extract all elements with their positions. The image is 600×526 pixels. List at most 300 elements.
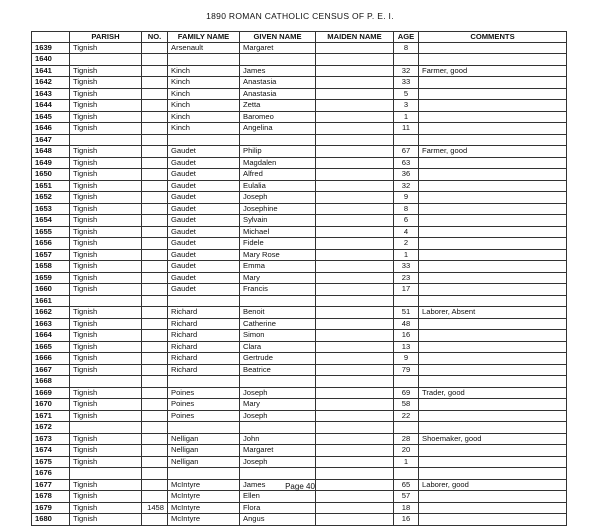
row-number: 1679 [32, 502, 70, 514]
comments-cell [419, 215, 567, 227]
maiden-name-cell [316, 284, 394, 296]
row-number: 1649 [32, 157, 70, 169]
no-cell [142, 203, 168, 215]
age-cell: 65 [394, 479, 419, 491]
maiden-name-cell [316, 376, 394, 388]
table-row [32, 387, 567, 399]
age-cell: 51 [394, 307, 419, 319]
comments-cell [419, 422, 567, 434]
comments-cell [419, 134, 567, 146]
comments-cell: Farmer, good [419, 65, 567, 77]
no-cell [142, 180, 168, 192]
parish-cell: Tignish [70, 215, 142, 227]
maiden-name-cell [316, 433, 394, 445]
age-cell: 20 [394, 445, 419, 457]
table-row [32, 491, 567, 503]
row-number: 1643 [32, 88, 70, 100]
parish-cell: Tignish [70, 353, 142, 365]
comments-cell: Laborer, Absent [419, 307, 567, 319]
age-cell: 16 [394, 330, 419, 342]
parish-cell [70, 134, 142, 146]
header-rownum [32, 32, 70, 43]
maiden-name-cell [316, 445, 394, 457]
maiden-name-cell [316, 88, 394, 100]
family-name-cell: Richard [168, 341, 240, 353]
parish-cell: Tignish [70, 123, 142, 135]
no-cell [142, 433, 168, 445]
maiden-name-cell [316, 123, 394, 135]
row-number: 1673 [32, 433, 70, 445]
table-row [32, 215, 567, 227]
census-table [31, 31, 567, 526]
row-number: 1642 [32, 77, 70, 89]
age-cell: 32 [394, 180, 419, 192]
row-number: 1678 [32, 491, 70, 503]
age-cell: 17 [394, 284, 419, 296]
row-number: 1661 [32, 295, 70, 307]
census-table-body [32, 42, 567, 525]
maiden-name-cell [316, 134, 394, 146]
given-name-cell: Joseph [240, 456, 316, 468]
maiden-name-cell [316, 330, 394, 342]
no-cell [142, 445, 168, 457]
comments-cell [419, 272, 567, 284]
maiden-name-cell [316, 272, 394, 284]
parish-cell: Tignish [70, 456, 142, 468]
parish-cell [70, 295, 142, 307]
header-maiden-name: MAIDEN NAME [316, 32, 394, 43]
given-name-cell: Gertrude [240, 353, 316, 365]
no-cell [142, 514, 168, 526]
table-row [32, 226, 567, 238]
age-cell: 32 [394, 65, 419, 77]
table-row [32, 65, 567, 77]
comments-cell [419, 180, 567, 192]
family-name-cell: Richard [168, 353, 240, 365]
comments-cell [419, 295, 567, 307]
table-row [32, 307, 567, 319]
row-number: 1662 [32, 307, 70, 319]
parish-cell [70, 376, 142, 388]
age-cell: 1 [394, 249, 419, 261]
parish-cell: Tignish [70, 502, 142, 514]
given-name-cell: Anastasia [240, 88, 316, 100]
no-cell [142, 65, 168, 77]
header-no: NO. [142, 32, 168, 43]
no-cell [142, 284, 168, 296]
family-name-cell [168, 422, 240, 434]
family-name-cell: Arsenault [168, 42, 240, 54]
family-name-cell [168, 134, 240, 146]
row-number: 1664 [32, 330, 70, 342]
age-cell: 11 [394, 123, 419, 135]
row-number: 1648 [32, 146, 70, 158]
parish-cell: Tignish [70, 77, 142, 89]
table-row [32, 514, 567, 526]
comments-cell [419, 502, 567, 514]
maiden-name-cell [316, 341, 394, 353]
row-number: 1650 [32, 169, 70, 181]
comments-cell [419, 157, 567, 169]
age-cell: 3 [394, 100, 419, 112]
header-age: AGE [394, 32, 419, 43]
comments-cell [419, 226, 567, 238]
family-name-cell [168, 54, 240, 66]
maiden-name-cell [316, 226, 394, 238]
row-number: 1672 [32, 422, 70, 434]
given-name-cell: Francis [240, 284, 316, 296]
no-cell [142, 146, 168, 158]
given-name-cell: Zetta [240, 100, 316, 112]
family-name-cell: Kinch [168, 88, 240, 100]
table-row [32, 134, 567, 146]
maiden-name-cell [316, 180, 394, 192]
family-name-cell: Gaudet [168, 215, 240, 227]
given-name-cell: Michael [240, 226, 316, 238]
parish-cell: Tignish [70, 180, 142, 192]
maiden-name-cell [316, 295, 394, 307]
parish-cell: Tignish [70, 249, 142, 261]
given-name-cell [240, 134, 316, 146]
family-name-cell: Gaudet [168, 192, 240, 204]
parish-cell: Tignish [70, 445, 142, 457]
no-cell [142, 387, 168, 399]
age-cell [394, 134, 419, 146]
maiden-name-cell [316, 261, 394, 273]
no-cell [142, 468, 168, 480]
family-name-cell: Richard [168, 307, 240, 319]
maiden-name-cell [316, 54, 394, 66]
parish-cell [70, 422, 142, 434]
parish-cell: Tignish [70, 146, 142, 158]
row-number: 1658 [32, 261, 70, 273]
maiden-name-cell [316, 410, 394, 422]
no-cell [142, 215, 168, 227]
table-row [32, 376, 567, 388]
given-name-cell: Simon [240, 330, 316, 342]
family-name-cell: Richard [168, 318, 240, 330]
age-cell: 5 [394, 88, 419, 100]
no-cell [142, 54, 168, 66]
given-name-cell: Beatrice [240, 364, 316, 376]
maiden-name-cell [316, 502, 394, 514]
row-number: 1645 [32, 111, 70, 123]
family-name-cell: Gaudet [168, 169, 240, 181]
family-name-cell: McIntyre [168, 479, 240, 491]
maiden-name-cell [316, 157, 394, 169]
comments-cell [419, 42, 567, 54]
maiden-name-cell [316, 399, 394, 411]
maiden-name-cell [316, 192, 394, 204]
given-name-cell: Margaret [240, 445, 316, 457]
parish-cell: Tignish [70, 157, 142, 169]
comments-cell [419, 100, 567, 112]
parish-cell: Tignish [70, 479, 142, 491]
comments-cell [419, 341, 567, 353]
maiden-name-cell [316, 491, 394, 503]
given-name-cell: Flora [240, 502, 316, 514]
row-number: 1674 [32, 445, 70, 457]
age-cell: 63 [394, 157, 419, 169]
parish-cell: Tignish [70, 341, 142, 353]
parish-cell: Tignish [70, 284, 142, 296]
comments-cell [419, 54, 567, 66]
given-name-cell: Magdalen [240, 157, 316, 169]
table-row [32, 88, 567, 100]
row-number: 1657 [32, 249, 70, 261]
no-cell [142, 134, 168, 146]
row-number: 1656 [32, 238, 70, 250]
age-cell: 2 [394, 238, 419, 250]
age-cell: 9 [394, 192, 419, 204]
given-name-cell: James [240, 479, 316, 491]
row-number: 1668 [32, 376, 70, 388]
maiden-name-cell [316, 111, 394, 123]
comments-cell [419, 468, 567, 480]
parish-cell: Tignish [70, 410, 142, 422]
parish-cell: Tignish [70, 203, 142, 215]
row-number: 1654 [32, 215, 70, 227]
age-cell: 16 [394, 514, 419, 526]
comments-cell [419, 330, 567, 342]
no-cell [142, 410, 168, 422]
maiden-name-cell [316, 249, 394, 261]
header-comments: COMMENTS [419, 32, 567, 43]
given-name-cell: Joseph [240, 387, 316, 399]
family-name-cell: McIntyre [168, 502, 240, 514]
given-name-cell: Philip [240, 146, 316, 158]
family-name-cell: Gaudet [168, 146, 240, 158]
parish-cell: Tignish [70, 364, 142, 376]
family-name-cell: Gaudet [168, 157, 240, 169]
no-cell [142, 341, 168, 353]
maiden-name-cell [316, 42, 394, 54]
parish-cell: Tignish [70, 261, 142, 273]
given-name-cell: Benoit [240, 307, 316, 319]
family-name-cell: Poines [168, 387, 240, 399]
age-cell: 67 [394, 146, 419, 158]
table-header-row [32, 32, 567, 43]
comments-cell: Trader, good [419, 387, 567, 399]
given-name-cell: Sylvain [240, 215, 316, 227]
table-row [32, 318, 567, 330]
no-cell [142, 100, 168, 112]
table-row [32, 272, 567, 284]
header-given-name: GIVEN NAME [240, 32, 316, 43]
family-name-cell: Kinch [168, 65, 240, 77]
row-number: 1665 [32, 341, 70, 353]
family-name-cell: McIntyre [168, 491, 240, 503]
comments-cell [419, 88, 567, 100]
comments-cell [419, 123, 567, 135]
no-cell [142, 353, 168, 365]
maiden-name-cell [316, 146, 394, 158]
header-parish: PARISH [70, 32, 142, 43]
age-cell: 79 [394, 364, 419, 376]
family-name-cell: Gaudet [168, 249, 240, 261]
given-name-cell [240, 468, 316, 480]
family-name-cell: Poines [168, 410, 240, 422]
table-row [32, 111, 567, 123]
age-cell: 13 [394, 341, 419, 353]
table-row [32, 410, 567, 422]
row-number: 1651 [32, 180, 70, 192]
table-row [32, 468, 567, 480]
row-number: 1666 [32, 353, 70, 365]
no-cell [142, 456, 168, 468]
age-cell: 23 [394, 272, 419, 284]
table-row [32, 42, 567, 54]
row-number: 1639 [32, 42, 70, 54]
given-name-cell: Emma [240, 261, 316, 273]
comments-cell [419, 111, 567, 123]
maiden-name-cell [316, 422, 394, 434]
no-cell [142, 272, 168, 284]
row-number: 1667 [32, 364, 70, 376]
age-cell: 69 [394, 387, 419, 399]
comments-cell: Laborer, good [419, 479, 567, 491]
maiden-name-cell [316, 203, 394, 215]
no-cell [142, 318, 168, 330]
comments-cell [419, 77, 567, 89]
table-row [32, 180, 567, 192]
family-name-cell [168, 468, 240, 480]
given-name-cell: James [240, 65, 316, 77]
no-cell [142, 123, 168, 135]
table-row [32, 284, 567, 296]
given-name-cell: Fidele [240, 238, 316, 250]
table-row [32, 433, 567, 445]
row-number: 1663 [32, 318, 70, 330]
comments-cell [419, 353, 567, 365]
table-row [32, 157, 567, 169]
no-cell [142, 364, 168, 376]
family-name-cell: Nelligan [168, 456, 240, 468]
age-cell: 4 [394, 226, 419, 238]
given-name-cell: Catherine [240, 318, 316, 330]
comments-cell [419, 318, 567, 330]
row-number: 1652 [32, 192, 70, 204]
family-name-cell: Poines [168, 399, 240, 411]
parish-cell: Tignish [70, 514, 142, 526]
parish-cell: Tignish [70, 238, 142, 250]
maiden-name-cell [316, 514, 394, 526]
table-row [32, 364, 567, 376]
family-name-cell: Gaudet [168, 272, 240, 284]
given-name-cell: Eulalia [240, 180, 316, 192]
parish-cell: Tignish [70, 318, 142, 330]
table-row [32, 330, 567, 342]
row-number: 1640 [32, 54, 70, 66]
family-name-cell: Richard [168, 330, 240, 342]
row-number: 1641 [32, 65, 70, 77]
row-number: 1671 [32, 410, 70, 422]
given-name-cell: Joseph [240, 410, 316, 422]
given-name-cell: Mary [240, 272, 316, 284]
row-number: 1675 [32, 456, 70, 468]
family-name-cell: McIntyre [168, 514, 240, 526]
table-row [32, 456, 567, 468]
family-name-cell: Gaudet [168, 180, 240, 192]
given-name-cell: Angelina [240, 123, 316, 135]
family-name-cell: Gaudet [168, 284, 240, 296]
comments-cell: Shoemaker, good [419, 433, 567, 445]
row-number: 1669 [32, 387, 70, 399]
no-cell [142, 295, 168, 307]
row-number: 1659 [32, 272, 70, 284]
table-row [32, 123, 567, 135]
row-number: 1653 [32, 203, 70, 215]
comments-cell [419, 399, 567, 411]
maiden-name-cell [316, 456, 394, 468]
no-cell: 1458 [142, 502, 168, 514]
given-name-cell: Alfred [240, 169, 316, 181]
given-name-cell [240, 376, 316, 388]
parish-cell: Tignish [70, 111, 142, 123]
age-cell [394, 468, 419, 480]
family-name-cell: Gaudet [168, 238, 240, 250]
no-cell [142, 307, 168, 319]
table-row [32, 146, 567, 158]
parish-cell: Tignish [70, 491, 142, 503]
given-name-cell: Clara [240, 341, 316, 353]
given-name-cell: Joseph [240, 192, 316, 204]
comments-cell [419, 364, 567, 376]
parish-cell: Tignish [70, 433, 142, 445]
given-name-cell: Mary [240, 399, 316, 411]
parish-cell: Tignish [70, 100, 142, 112]
family-name-cell: Kinch [168, 123, 240, 135]
given-name-cell: Angus [240, 514, 316, 526]
table-row [32, 261, 567, 273]
age-cell: 28 [394, 433, 419, 445]
maiden-name-cell [316, 169, 394, 181]
comments-cell [419, 261, 567, 273]
table-row [32, 100, 567, 112]
parish-cell: Tignish [70, 88, 142, 100]
comments-cell [419, 284, 567, 296]
table-row [32, 399, 567, 411]
comments-cell [419, 203, 567, 215]
comments-cell [419, 249, 567, 261]
comments-cell [419, 192, 567, 204]
no-cell [142, 249, 168, 261]
comments-cell: Farmer, good [419, 146, 567, 158]
table-row [32, 238, 567, 250]
given-name-cell [240, 295, 316, 307]
comments-cell [419, 410, 567, 422]
given-name-cell: Anastasia [240, 77, 316, 89]
age-cell: 8 [394, 42, 419, 54]
age-cell [394, 295, 419, 307]
maiden-name-cell [316, 238, 394, 250]
age-cell: 33 [394, 77, 419, 89]
family-name-cell: Gaudet [168, 203, 240, 215]
row-number: 1677 [32, 479, 70, 491]
age-cell [394, 376, 419, 388]
parish-cell: Tignish [70, 330, 142, 342]
no-cell [142, 111, 168, 123]
no-cell [142, 157, 168, 169]
age-cell: 6 [394, 215, 419, 227]
row-number: 1646 [32, 123, 70, 135]
table-row [32, 169, 567, 181]
parish-cell: Tignish [70, 272, 142, 284]
maiden-name-cell [316, 77, 394, 89]
maiden-name-cell [316, 65, 394, 77]
maiden-name-cell [316, 353, 394, 365]
age-cell: 33 [394, 261, 419, 273]
